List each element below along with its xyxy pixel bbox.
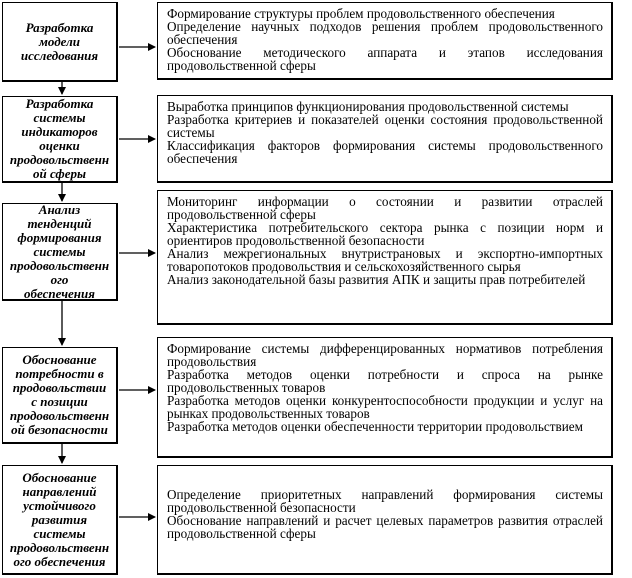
task-item: Анализ межрегиональных внутристрановых и экспортно-импортных товаропотоков продовольствия и сельскохозяйственного сырья bbox=[167, 246, 603, 274]
stage-box-2 bbox=[2, 96, 118, 183]
stage-label-3: Анализ тенденций формирования системы продовольственн ого обеспечения bbox=[9, 201, 110, 301]
task-item: Формирование структуры проблем продовольственного обеспечения bbox=[167, 6, 555, 21]
task-box-2 bbox=[157, 95, 613, 183]
task-box-5 bbox=[157, 465, 613, 575]
task-item: Разработка методов оценки потребности и спроса на рынке продовольственных товаров bbox=[167, 367, 603, 395]
task-item: Обоснование методического аппарата и этапов исследования продовольственной сферы bbox=[167, 45, 603, 73]
stage-label-2: Разработка системы индикаторов оценки продовольственн ой сферы bbox=[9, 96, 110, 181]
stage-label-1: Разработка модели исследования bbox=[20, 19, 99, 63]
task-item: Мониторинг информации о состоянии и развитии отраслей продовольственной сферы bbox=[167, 194, 603, 222]
stage-box-1 bbox=[2, 2, 118, 82]
stage-box-4 bbox=[2, 347, 118, 444]
stage-box-5 bbox=[2, 465, 118, 575]
task-item: Выработка принципов функционирования продовольственной системы bbox=[167, 99, 569, 114]
task-box-1 bbox=[157, 2, 613, 80]
stage-label-4: Обоснование потребности в продовольствии с позиции продовольственн ой безопасности bbox=[9, 352, 110, 437]
task-item: Анализ законодательной базы развития АПК и защиты прав потребителей bbox=[167, 272, 586, 287]
stage-box-3 bbox=[2, 203, 118, 301]
task-box-4 bbox=[157, 337, 613, 458]
task-item: Обоснование направлений и расчет целевых параметров развития отраслей продовольственной сферы bbox=[167, 513, 603, 541]
task-item: Разработка критериев и показателей оценки состояния продовольственной системы bbox=[167, 112, 603, 140]
task-item: Определение научных подходов решения проблем продовольственного обеспечения bbox=[167, 19, 603, 47]
task-box-3 bbox=[157, 190, 613, 325]
task-item: Классификация факторов формирования системы продовольственного обеспечения bbox=[167, 138, 603, 166]
task-item: Разработка методов оценки обеспеченности территории продовольствием bbox=[167, 419, 583, 434]
task-item: Определение приоритетных направлений формирования системы продовольственной безопасности bbox=[167, 487, 603, 515]
task-item: Разработка методов оценки конкурентоспособности продукции и услуг на рынках продовольственных товаров bbox=[167, 393, 603, 421]
task-item: Формирование системы дифференцированных нормативов потребления продовольствия bbox=[167, 341, 603, 369]
task-item: Характеристика потребительского сектора рынка с позиции норм и ориентиров продовольственной безопасности bbox=[167, 220, 603, 248]
stage-label-5: Обоснование направлений устойчивого развития системы продовольственн ого обеспечения bbox=[9, 469, 110, 569]
